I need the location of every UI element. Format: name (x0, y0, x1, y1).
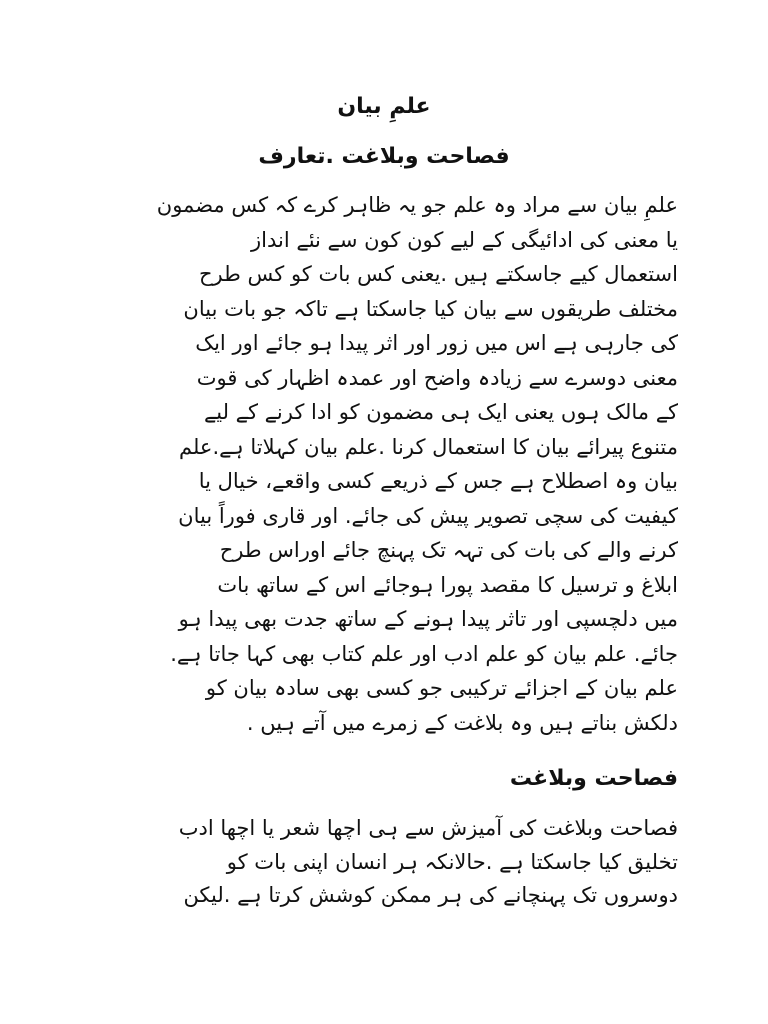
text-line: دوسروں تک پہنچانے کی ہر ممکن کوشش کرتا ہے .لیکن (183, 883, 678, 907)
text-line: مختلف طریقوں سے بیان کیا جاسکتا ہے تاکہ جو بات بیان (183, 296, 678, 321)
text-line: ابلاغ و ترسیل کا مقصد پورا ہوجائے اس کے ساتھ بات (217, 572, 678, 597)
text-line: میں دلچسپی اور تاثر پیدا ہونے کے ساتھ جدت بھی پیدا ہو (178, 607, 678, 631)
text-line: علمِ بیان سے مراد وہ علم جو یہ ظاہر کرے کہ کس مضمون (156, 193, 678, 217)
text-line: کیفیت کی سچی تصویر پیش کی جائے. اور قاری فوراً بیان (178, 503, 678, 528)
page-subtitle: فصاحت وبلاغت .تعارف (258, 144, 510, 169)
text-line: کے مالک ہوں یعنی ایک ہی مضمون کو ادا کرنے کے لیے (203, 400, 678, 424)
text-line: یا معنی کی ادائیگی کے لیے کون کون سے نئے انداز (251, 227, 678, 252)
text-line: جائے. علم بیان کو علم ادب اور علم کتاب بھی کہا جاتا ہے. (170, 641, 678, 666)
text-line: کرنے والے کی بات کی تہہ تک پہنچ جائے اوراس طرح (219, 538, 678, 562)
text-line: معنی دوسرے سے زیادہ واضح اور عمدہ اظہار کی قوت (196, 365, 678, 390)
text-line: بیان وہ اصطلاح ہے جس کے ذریعے کسی واقعے، خیال یا (198, 469, 678, 493)
text-line: کی جارہی ہے اس میں زور اور اثر پیدا ہو جائے اور ایک (195, 331, 678, 355)
text-line: متنوع پیرائے بیان کا استعمال کرنا .علم بیان کہلاتا ہے.علم (178, 434, 678, 459)
page-title: علمِ بیان (337, 94, 431, 119)
text-line: استعمال کیے جاسکتے ہیں .یعنی کس بات کو کس طرح (198, 262, 678, 286)
text-line: دلکش بناتے ہیں وہ بلاغت کے زمرے میں آتے ہیں . (246, 710, 678, 735)
text-line: فصاحت وبلاغت کی آمیزش سے ہی اچھا شعر یا اچھا ادب (178, 816, 678, 840)
text-line: تخلیق کیا جاسکتا ہے .حالانکہ ہر انسان اپنی بات کو (226, 849, 678, 874)
text-line: علم بیان کے اجزائے ترکیبی جو کسی بھی سادہ بیان کو (205, 676, 678, 700)
paragraph-eloquence (90, 812, 678, 913)
paragraph-intro (90, 188, 678, 740)
section-heading: فصاحت وبلاغت (509, 766, 678, 791)
